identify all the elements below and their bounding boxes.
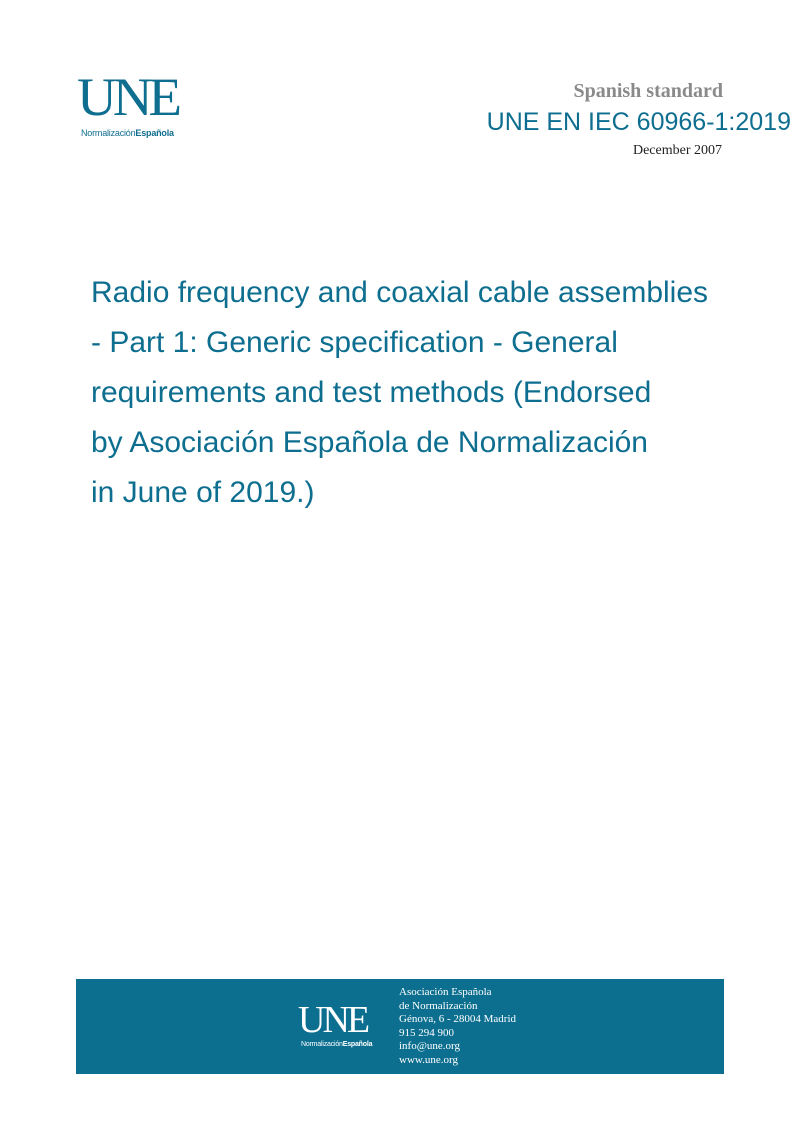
footer-band	[76, 979, 724, 1074]
footer-une-logo	[298, 1001, 388, 1048]
footer-web-link[interactable]: www.une.org	[399, 1053, 458, 1066]
footer-logo-tagline	[301, 1041, 388, 1048]
footer-contact	[399, 986, 516, 1068]
footer-org-line1: Asociación Española	[399, 986, 492, 998]
une-logo-tagline	[81, 128, 197, 138]
une-logo-tagline-b: Española	[135, 128, 174, 138]
une-logo	[77, 67, 197, 145]
footer-email-link[interactable]: info@une.org	[399, 1040, 460, 1053]
une-logo-mark: UNE	[77, 67, 178, 127]
footer-logo-tagline-b: Española	[342, 1041, 373, 1048]
document-title: Radio frequency and coaxial cable assemblies - Part 1: Generic specification - General requirements and test methods (Endorsed by Asociación Española de Normalización in June of 2019.)	[91, 276, 709, 509]
footer-logo-tagline-a: Normalización	[301, 1041, 343, 1048]
une-logo-tagline-a: Normalización	[81, 128, 136, 138]
standard-code: UNE EN IEC 60966-1:2019	[486, 108, 791, 136]
footer-logo-mark: UNE	[298, 999, 368, 1041]
standard-date: December 2007	[632, 143, 722, 158]
footer-phone: 915 294 900	[399, 1026, 454, 1039]
standard-type: Spanish standard	[573, 80, 723, 102]
footer-org-line2: de Normalización	[399, 999, 478, 1012]
footer-address: Génova, 6 - 28004 Madrid	[399, 1013, 517, 1026]
